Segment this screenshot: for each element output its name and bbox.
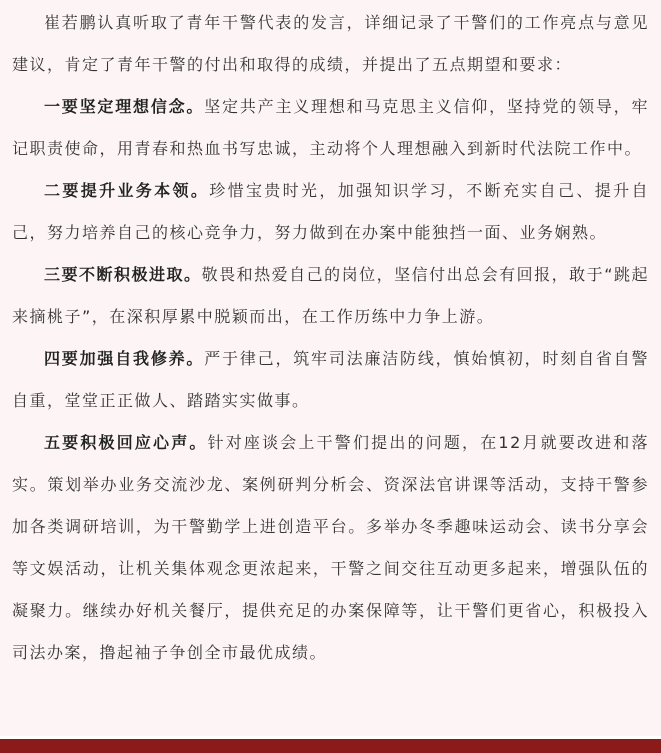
- point-text: 敬畏和热爱自己的岗位，坚信付出总会有回报，敢于“跳起来摘桃子”，在深积厚累中脱颖而出，在工作历练中力争上游。: [12, 265, 649, 326]
- point-heading: 二要提升业务本领。: [44, 181, 210, 200]
- point-paragraph-5: [12, 422, 649, 674]
- point-text: 严于律己，筑牢司法廉洁防线，慎始慎初，时刻自省自警自重，堂堂正正做人、踏踏实实做事。: [12, 349, 649, 410]
- point-text: 针对座谈会上干警们提出的问题，在12月就要改进和落实。策划举办业务交流沙龙、案例研判分析会、资深法官讲课等活动，支持干警参加各类调研培训，为干警勤学上进创造平台。多举办冬季趣味运动会、读书分享会等文娱活动，让机关集体观念更浓起来，干警之间交往互动更多起来，增强队伍的凝聚力。继续办好机关餐厅，提供充足的办案保障等，让干警们更省心，积极投入司法办案，撸起袖子争创全市最优成绩。: [12, 433, 649, 662]
- point-paragraph-3: [12, 254, 649, 338]
- point-text: 珍惜宝贵时光，加强知识学习，不断充实自己、提升自己，努力培养自己的核心竞争力，努力做到在办案中能独挡一面、业务娴熟。: [12, 181, 649, 242]
- point-heading: 五要积极回应心声。: [44, 433, 208, 452]
- intro-paragraph: 崔若鹏认真听取了青年干警代表的发言，详细记录了干警们的工作亮点与意见建议，肯定了青年干警的付出和取得的成绩，并提出了五点期望和要求：: [12, 13, 649, 74]
- point-heading: 一要坚定理想信念。: [44, 97, 205, 116]
- bottom-decorative-rule: [0, 739, 661, 753]
- point-heading: 四要加强自我修养。: [44, 349, 205, 368]
- point-paragraph-2: [12, 170, 649, 254]
- point-heading: 三要不断积极进取。: [44, 265, 202, 284]
- point-paragraph-4: [12, 338, 649, 422]
- point-text: 坚定共产主义理想和马克思主义信仰，坚持党的领导，牢记职责使命，用青春和热血书写忠诚，主动将个人理想融入到新时代法院工作中。: [12, 97, 649, 158]
- point-paragraph-1: [12, 86, 649, 170]
